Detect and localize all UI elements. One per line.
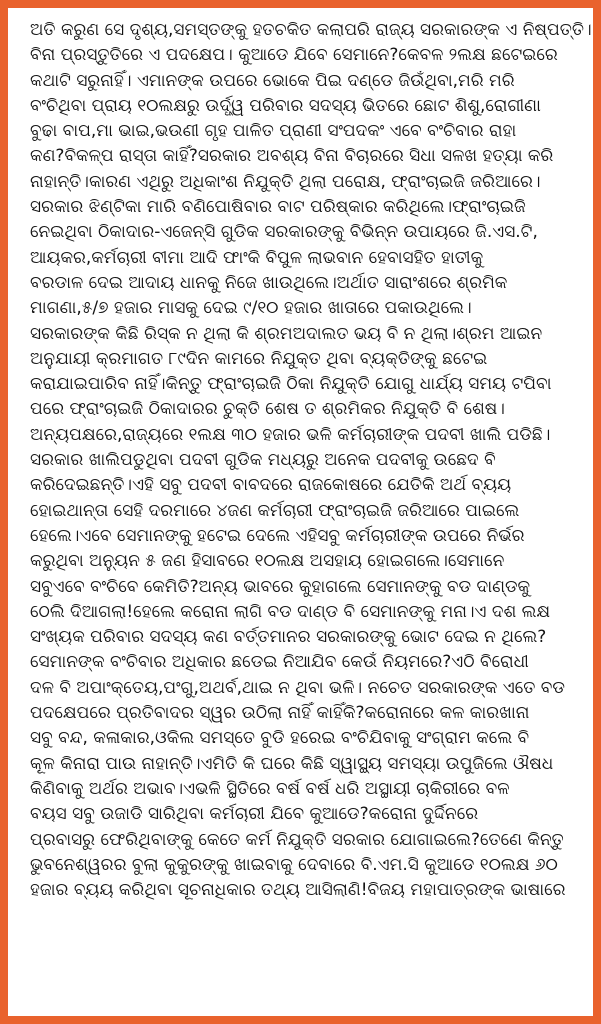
text-line: ହେଲେ।ଏବେ ସେମାନଙ୍କୁ ହଟେଇ ଦେଲେ ଏହିସବୁ କର୍ମଚାରୀଙ୍କ ଉପରେ ନିର୍ଭର xyxy=(30,525,525,546)
text-line: ବୁଢା ବାପ,ମା ଭାଇ,ଭଉଣୀ ଗୃହ ପାଳିତ ପ୍ରାଣୀ ସଂପଦକଂ ଏବେ ବଂଚିବାର ରାହା xyxy=(30,121,517,142)
text-line: ସବୁ ବନ୍ଦ, କଳାକାର,ଓକିଲ ସମସ୍ତେ ବୁଡି ହରେଇ ବଂଚିଯିବାକୁ ସଂଗ୍ରାମ କଲେ ବି xyxy=(30,728,530,749)
text-line: କୂଳ କିନାରା ପାଉ ନାହାନ୍ତି।ଏମିତି କି ଘରେ କିଛି ସ୍ୱାସ୍ଥ୍ୟ ସମସ୍ୟା ଉପୁଜିଲେ ଔଷଧ xyxy=(30,753,554,774)
text-line: ସେମାନଙ୍କ ବଂଚିବାର ଅଧିକାର ଛଡେଇ ନିଆଯିବ କେଉଁ ନିୟମରେ?ଏଠି ବିରୋଧୀ xyxy=(30,652,529,673)
text-line: ପରେ ଫ୍ରାଂଚାଇଜି ଠିକାଦାରର ଚୁକ୍ତି ଶେଷ ତ ଶ୍ରମିକର ନିଯୁକ୍ତି ବି ଶେଷ। xyxy=(30,399,505,420)
text-line: ଦଳ ବି ଅପାଂକ୍ତେୟ,ପଂଗୁ,ଅଥର୍ବ,ଥାଇ ନ ଥିବା ଭଳି। ନଚେତ ସରକାରଙ୍କ ଏତେ ବଡ xyxy=(30,677,565,698)
text-line: ପଦକ୍ଷେପରେ ପ୍ରତିବାଦର ସ୍ୱର ଉଠିଲା ନାହିଁ କାହିଁକି?କରୋନାରେ କଳ କାରଖାନା xyxy=(30,703,530,724)
text-line: କରାଯାଇପାରିବ ନାହିଁ।କିନ୍ତୁ ଫ୍ରାଂଚାଇଜି ଠିକା ନିଯୁକ୍ତି ଯୋଗୁ ଧାର୍ଯ୍ୟ ସମୟ ଟପିବା xyxy=(30,374,552,395)
text-line: ସରକାର ଖାଲିପଡୁଥିବା ପଦବୀ ଗୁଡିକ ମଧ୍ୟରୁ ଅନେକ ପଦବୀକୁ ଉଛେଦ ବି xyxy=(30,450,496,471)
text-line: ନେଇଥିବା ଠିକାଦାର-ଏଜେନ୍ସି ଗୁଡିକ ସରକାରଙ୍କୁ ବିଭିନ୍ନ ଉପାୟରେ ଜି.ଏସ.ଟି, xyxy=(30,222,538,243)
text-line: ସରକାରଙ୍କ କିଛି ରିସ୍କ ନ ଥିଲା କି ଶ୍ରମଅଦାଲତ ଭୟ ବି ନ ଥିଲା।ଶ୍ରମ ଆଇନ xyxy=(30,323,543,344)
text-line: ହୋଇଥାନ୍ତା ସେହି ଦରମାରେ ୪ଜଣ କର୍ମଚାରୀ ଫ୍ରାଂଚାଇଜି ଜରିଆରେ ପାଇଲେ xyxy=(30,500,520,521)
text-line: ବିନା ପ୍ରସ୍ତୁତିରେ ଏ ପଦକ୍ଷେପ। କୁଆଡେ ଯିବେ ସେମାନେ?କେବଳ ୨ଲକ୍ଷ ଛଟେଇରେ xyxy=(30,45,558,66)
text-line: ଠେଲି ଦିଆଗଲା!ହେଲେ କରୋନା ଲାଗି ବଡ ଦାଣ୍ଡ ବି ସେମାନଙ୍କୁ ମନା।ଏ ଦଶ ଲକ୍ଷ xyxy=(30,601,551,622)
text-line: ବୟସ ସବୁ ଉଜାଡି ସାରିଥିବା କର୍ମଚାରୀ ଯିବେ କୁଆଡେ?କରୋନା ଦୁର୍ଦ୍ଦିନରେ xyxy=(30,804,479,825)
text-line: ସରକାର ଝିଣ୍ଟିକା ମାରି ବଣିପୋଷିବାର ବାଟ ପରିଷ୍କାର କରିଥିଲେ।ଫ୍ରାଂଚାଇଜି xyxy=(30,197,526,218)
text-line: ନାହାନ୍ତି।କାରଣ ଏଥିରୁ ଅଧିକାଂଶ ନିଯୁକ୍ତି ଥିଲା ପରୋକ୍ଷ, ଫ୍ରାଂଚାଇଜି ଜରିଆରେ। xyxy=(30,171,541,192)
text-line: ବଂଚିଥିବା ପ୍ରାୟ ୧୦ଲକ୍ଷରୁ ଉର୍ଦ୍ଧ୍ୱ ପରିବାର ସଦସ୍ୟ ଭିତରେ ଛୋଟ ଶିଶୁ,ରୋଗୀଣା xyxy=(30,95,541,116)
text-line: ମାଗଣା,୫/୭ ହଜାର ମାସକୁ ଦେଇ ୯/୧୦ ହଜାର ଖାତାରେ ପକାଉଥିଲେ। xyxy=(30,298,472,319)
text-line: ଅନୁଯାୟୀ କ୍ରମାଗତ ୮୯ଦିନ କାମରେ ନିଯୁକ୍ତ ଥିବା ବ୍ୟକ୍ତିଙ୍କୁ ଛଟେଇ xyxy=(30,348,488,369)
text-line: କରୁଥିବା ଅନ୍ୟୁନ ୫ ଜଣ ହିସାବରେ ୧୦ଲକ୍ଷ ଅସହାୟ ହୋଇଗଲେ।ସେମାନେ xyxy=(30,551,505,572)
text-line: ସବୁଏବେ ବଂଚିବେ କେମିତି?ଅନ୍ୟ ଭାବରେ କୁହାଗଲେ ସେମାନଙ୍କୁ ବଡ ଦାଣ୍ଡକୁ xyxy=(30,576,531,597)
text-line: କଣ?ବିକଳ୍ପ ରାସ୍ତା କାହିଁ?ସରକାର ଅବଶ୍ୟ ବିନା ବିଚାରରେ ସିଧା ସଳଖ ହତ୍ୟା କରି xyxy=(30,146,554,167)
text-line: ସଂଖ୍ୟକ ପରିବାର ସଦସ୍ୟ କଣ ବର୍ତ୍ତମାନର ସରକାରଙ୍କୁ ଭୋଟ ଦେଇ ନ ଥିଲେ? xyxy=(30,627,547,648)
text-line: ବରଡାଳ ଦେଇ ଆଦାୟ ଧାନକୁ ନିଜେ ଖାଉଥିଲେ।ଅର୍ଥାତ ସାରାଂଶରେ ଶ୍ରମିକ xyxy=(30,272,508,293)
text-line: ଭୁବନେଶ୍ୱରର ବୁଲା କୁକୁରଙ୍କୁ ଖାଇବାକୁ ଦେବାରେ ବି.ଏମ.ସି କୁଆଡେ ୧୦ଲକ୍ଷ ୬୦ xyxy=(30,854,558,875)
text-line: ଆୟକର,କର୍ମଚାରୀ ବୀମା ଆଦି ଫାଂକି ବିପୁଳ ଲାଭବାନ ହେବାସହିତ ହାତୀକୁ xyxy=(30,247,484,268)
text-line: କରିଦେଇଛନ୍ତି।ଏହି ସବୁ ପଦବୀ ବାବଦରେ ରାଜକୋଷରେ ଯେତିକି ଅର୍ଥ ବ୍ୟୟ xyxy=(30,475,512,496)
text-line: ପ୍ରବାସରୁ ଫେରିଥିବାଙ୍କୁ କେତେ କର୍ମ ନିଯୁକ୍ତି ସରକାର ଯୋଗାଇଲେ?ତେଣେ କିନ୍ତୁ xyxy=(30,829,564,850)
text-line: କିଣିବାକୁ ଅର୍ଥର ଅଭାବ।ଏଭଳି ସ୍ଥିତିରେ ବର୍ଷ ବର୍ଷ ଧରି ଅସ୍ଥାୟୀ ଚାକିରୀରେ ବଳ xyxy=(30,778,510,799)
text-line: ଅନ୍ୟପକ୍ଷରେ,ରାଜ୍ୟରେ ୧ଲକ୍ଷ ୩୦ ହଜାର ଭଳି କର୍ମଚାରୀଙ୍କ ପଦବୀ ଖାଲି ପଡିଛି। xyxy=(30,424,551,445)
text-line: କଥାଟି ସରୁନାହିଁ। ଏମାନଙ୍କ ଉପରେ ଭୋକେ ପିଇ ଦଣ୍ଡେ ଜିଉଁଥିବା,ମରି ମରି xyxy=(30,70,515,91)
text-line: ଅତି କରୁଣ ସେ ଦୃଶ୍ୟ,ସମସ୍ତଙ୍କୁ ହତଚକିତ କଲାପରି ରାଜ୍ୟ ସରକାରଙ୍କ ଏ ନିଷ୍ପତ୍ତି। xyxy=(30,20,592,40)
text-line: ହଜାର ବ୍ୟୟ କରିଥିବା ସୂଚନାଧିକାର ତଥ୍ୟ ଆସିଲାଣି!ବିଜୟ ମହାପାତ୍ରଙ୍କ ଭାଷାରେ xyxy=(30,880,566,901)
article-text xyxy=(30,18,596,903)
